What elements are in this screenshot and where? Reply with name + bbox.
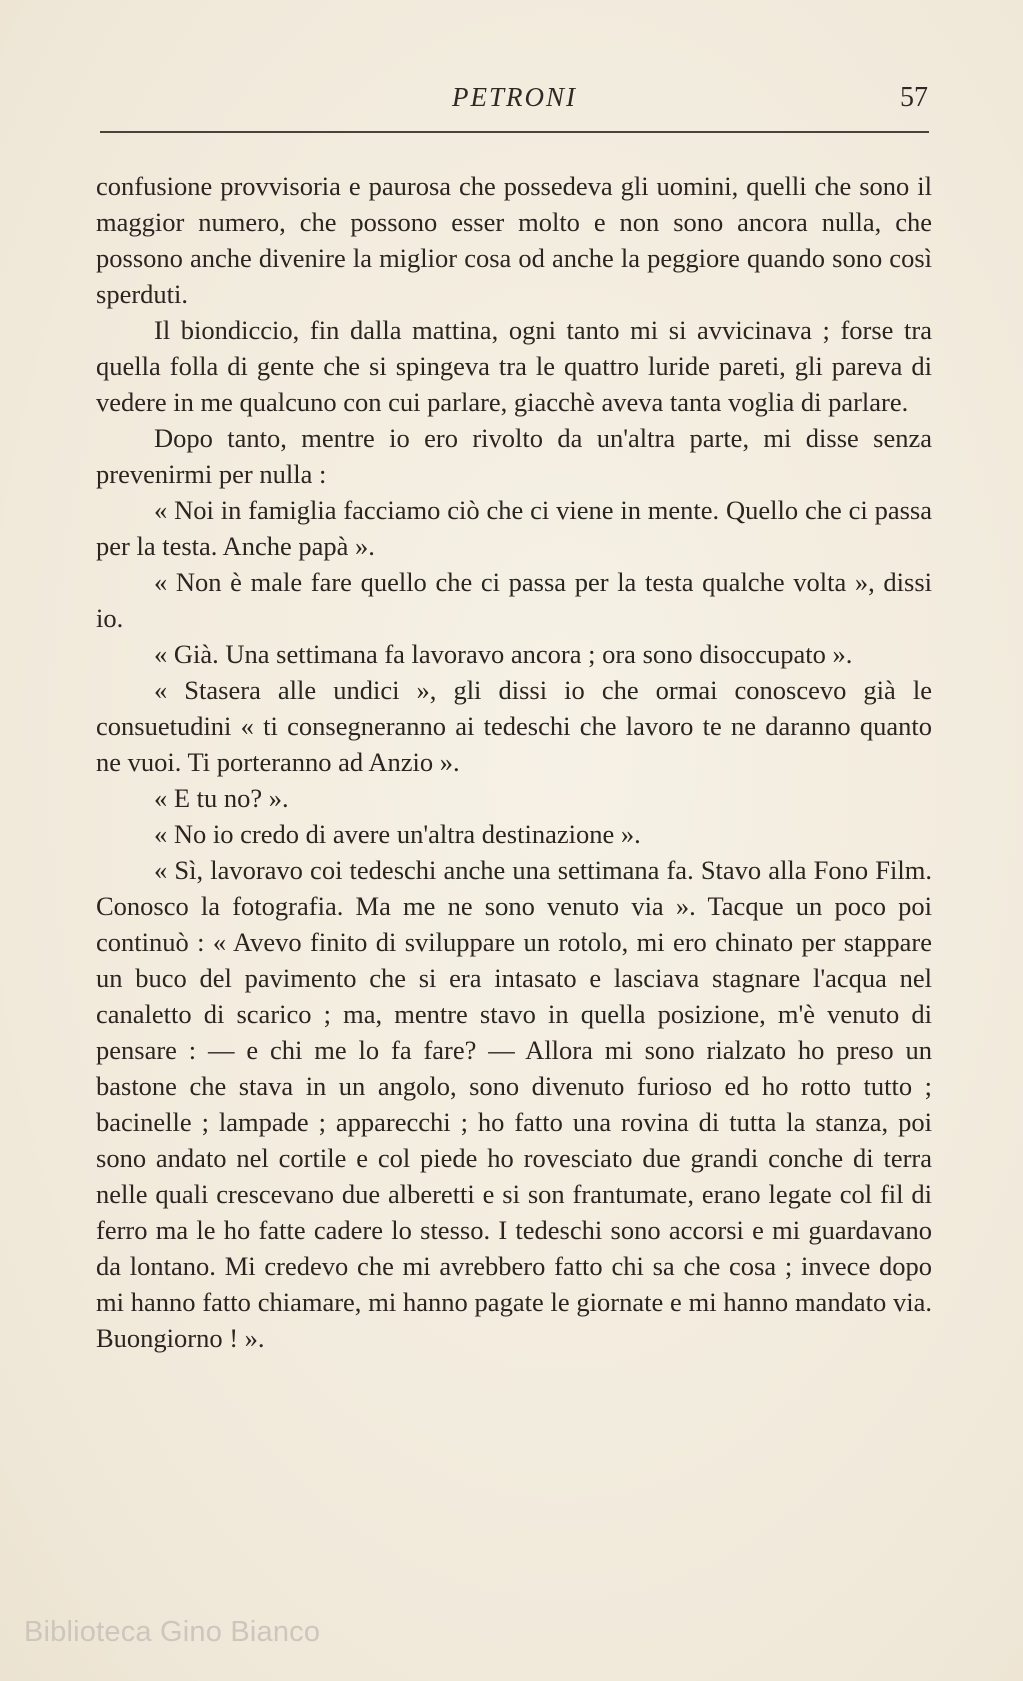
paragraph-1: confusione provvisoria e paurosa che possedeva gli uomini, quelli che sono il maggior numero, che possono esser molto e non sono ancora nulla, che possono anche divenire la miglior cosa od anche la peggiore quando sono così sperduti. [96, 171, 932, 309]
library-watermark: Biblioteca Gino Bianco [24, 1616, 321, 1648]
body-text [96, 168, 932, 1356]
paragraph-4: « Noi in famiglia facciamo ciò che ci viene in mente. Quello che ci passa per la testa. Anche papà ». [96, 495, 932, 561]
running-title: PETRONI [452, 82, 577, 112]
page-header [97, 78, 932, 118]
paragraph-8: « E tu no? ». [154, 783, 289, 813]
paragraph-7: « Stasera alle undici », gli dissi io che ormai conoscevo già le consuetudini « ti consegneranno ai tedeschi che lavoro te ne daranno quanto ne vuoi. Ti porteranno ad Anzio ». [96, 675, 932, 777]
paragraph-9: « No io credo di avere un'altra destinazione ». [154, 819, 641, 849]
header-rule [100, 131, 929, 133]
paragraph-6: « Già. Una settimana fa lavoravo ancora ; ora sono disoccupato ». [154, 639, 853, 669]
paragraph-2: Il biondiccio, fin dalla mattina, ogni tanto mi si avvicinava ; forse tra quella folla di gente che si spingeva tra le quattro luride pareti, gli pareva di vedere in me qualcuno con cui parlare, giacchè aveva tanta voglia di parlare. [96, 315, 932, 417]
page-number: 57 [900, 82, 928, 113]
paragraph-3: Dopo tanto, mentre io ero rivolto da un'altra parte, mi disse senza prevenirmi per nulla : [96, 423, 932, 489]
paragraph-5: « Non è male fare quello che ci passa per la testa qualche volta », dissi io. [96, 567, 932, 633]
paragraph-10: « Sì, lavoravo coi tedeschi anche una settimana fa. Stavo alla Fono Film. Conosco la fotografia. Ma me ne sono venuto via ». Tacque un poco poi continuò : « Avevo finito di sviluppare un rotolo, mi ero chinato per stappare un buco del pavimento che si era intasato e lasciava stagnare l'acqua nel canaletto di scarico ; ma, mentre stavo in quella posizione, m'è venuto di pensare : — e chi me lo fa fare? — Allora mi sono rialzato ho preso un bastone che stava in un angolo, sono divenuto furioso ed ho rotto tutto ; bacinelle ; lampade ; apparecchi ; ho fatto una rovina di tutta la stanza, poi sono andato nel cortile e col piede ho rovesciato due grandi conche di terra nelle quali crescevano due alberetti e si son frantumate, erano legate col fil di ferro ma le ho fatte cadere lo stesso. I tedeschi sono accorsi e mi guardavano da lontano. Mi credevo che mi avrebbero fatto chi sa che cosa ; invece dopo mi hanno fatto chiamare, mi hanno pagate le giornate e mi hanno mandato via. Buongiorno ! ». [96, 855, 932, 1353]
